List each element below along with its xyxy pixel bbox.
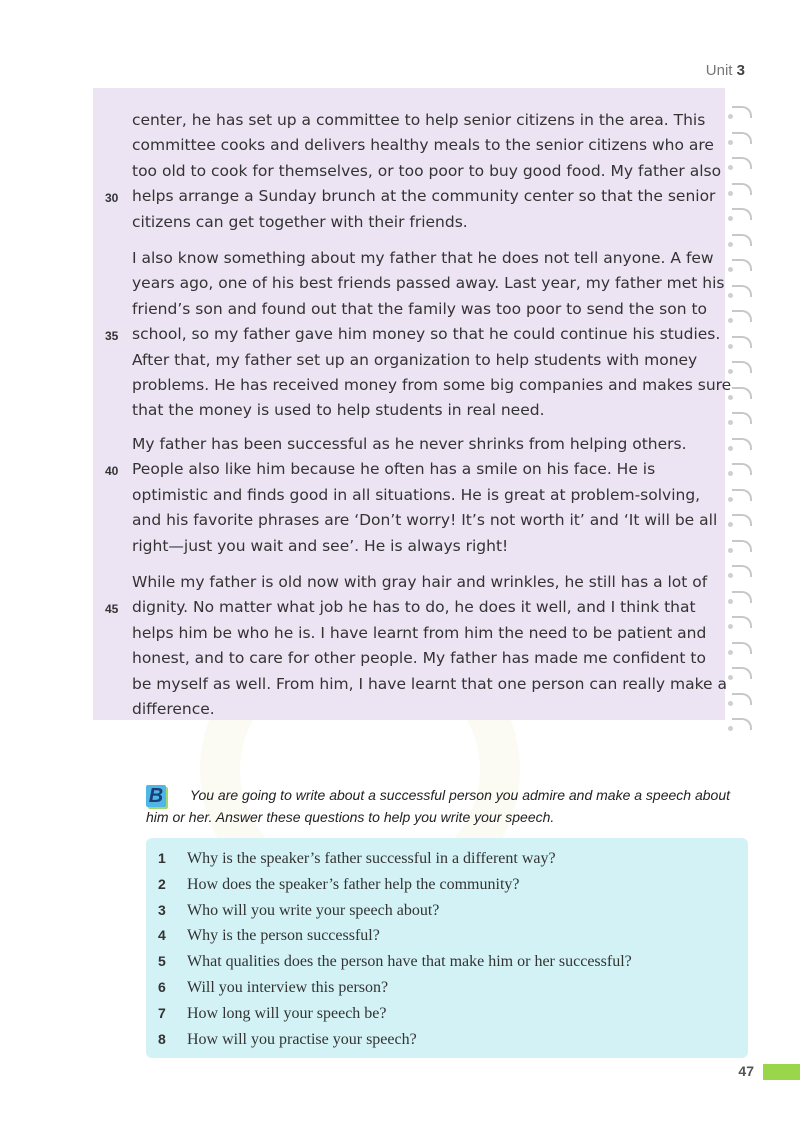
question-item xyxy=(146,949,748,975)
ring-binding xyxy=(732,591,752,603)
notebook-rings xyxy=(728,92,758,720)
ring-binding xyxy=(732,361,752,373)
text-line xyxy=(132,373,732,398)
line-number: 40 xyxy=(105,464,119,479)
line-text: and his favorite phrases are ‘Don’t worry! It’s not worth it’ and ‘It will be all xyxy=(132,511,718,530)
question-text: Who will you write your speech about? xyxy=(187,901,440,919)
text-line xyxy=(132,133,722,158)
unit-label-text: Unit xyxy=(705,62,733,79)
line-text: difference. xyxy=(132,700,215,719)
line-text: helps him be who he is. I have learnt from him the need to be patient and xyxy=(132,623,707,642)
text-line xyxy=(132,534,722,559)
ring-binding xyxy=(732,412,752,424)
question-item xyxy=(146,898,748,924)
text-line xyxy=(132,621,722,646)
question-text: How will you practise your speech? xyxy=(187,1030,417,1048)
ring-binding xyxy=(732,183,752,195)
question-number: 8 xyxy=(158,1030,166,1047)
line-text: honest, and to care for other people. My father has made me confident to xyxy=(132,649,706,668)
line-text: I also know something about my father that he does not tell anyone. A few xyxy=(132,249,714,267)
question-text: Will you interview this person? xyxy=(187,978,389,996)
questions-list xyxy=(146,838,748,1052)
page-accent-bar xyxy=(763,1064,800,1080)
text-line xyxy=(132,646,722,671)
line-text: People also like him because he often has a smile on his face. He is xyxy=(132,460,656,479)
questions-box xyxy=(146,838,748,1058)
ring-binding xyxy=(732,106,752,118)
section-b-header xyxy=(146,785,756,827)
line-text: friend’s son and found out that the family was too poor to send the son to xyxy=(132,299,708,318)
text-line xyxy=(132,297,722,322)
ring-binding xyxy=(732,693,752,705)
ring-binding xyxy=(732,234,752,246)
section-b-instruction xyxy=(146,785,756,827)
ring-binding xyxy=(732,310,752,322)
text-line xyxy=(132,246,722,271)
instruction-line-1: You are going to write about a successful person you admire and make a speech about xyxy=(189,787,731,803)
ring-binding xyxy=(732,285,752,297)
reading-paragraph xyxy=(105,432,722,559)
question-number: 2 xyxy=(158,875,166,892)
line-text: center, he has set up a committee to help senior citizens in the area. This xyxy=(132,111,706,129)
reading-paragraph xyxy=(105,108,722,235)
question-item xyxy=(146,975,748,1001)
page-number: 47 xyxy=(738,1063,754,1079)
question-item xyxy=(146,846,748,872)
question-text: What qualities does the person have that make him or her successful? xyxy=(187,953,632,971)
line-text: too old to cook for themselves, or too poor to buy good food. My father also xyxy=(132,161,722,180)
line-text: My father has been successful as he never shrinks from helping others. xyxy=(132,435,687,453)
question-number: 6 xyxy=(158,978,166,995)
line-text: After that, my father set up an organization to help students with money xyxy=(132,350,698,369)
text-line xyxy=(132,159,722,184)
line-text: helps arrange a Sunday brunch at the community center so that the senior xyxy=(132,187,716,206)
line-number: 35 xyxy=(105,329,119,344)
text-line xyxy=(132,432,722,457)
text-line xyxy=(132,697,722,722)
line-text: problems. He has received money from some big companies and makes sure xyxy=(132,376,732,395)
ring-binding xyxy=(732,157,752,169)
unit-label xyxy=(706,62,745,79)
line-text: committee cooks and delivers healthy meals to the senior citizens who are xyxy=(132,136,714,155)
ring-binding xyxy=(732,489,752,501)
line-number: 30 xyxy=(105,191,119,206)
question-text: How does the speaker’s father help the community? xyxy=(187,875,520,893)
section-b-badge: B xyxy=(146,785,166,807)
line-text: dignity. No matter what job he has to do, he does it well, and I think that xyxy=(132,598,696,617)
line-number: 45 xyxy=(105,602,119,617)
ring-binding xyxy=(732,565,752,577)
line-text: optimistic and finds good in all situations. He is great at problem-solving, xyxy=(132,485,701,504)
ring-binding xyxy=(732,642,752,654)
question-item xyxy=(146,1001,748,1027)
ring-binding xyxy=(732,336,752,348)
text-line xyxy=(132,108,722,133)
ring-binding xyxy=(732,540,752,552)
unit-number: 3 xyxy=(736,62,745,79)
ring-binding xyxy=(732,132,752,144)
ring-binding xyxy=(732,667,752,679)
question-text: Why is the speaker’s father successful in a different way? xyxy=(187,850,556,867)
ring-binding xyxy=(732,616,752,628)
instruction-line-2: him or her. Answer these questions to help you write your speech. xyxy=(146,809,555,825)
ring-binding xyxy=(732,463,752,475)
question-item xyxy=(146,872,748,898)
question-text: How long will your speech be? xyxy=(187,1004,387,1022)
text-line xyxy=(132,570,722,595)
text-line xyxy=(132,348,722,373)
line-text: years ago, one of his best friends passed away. Last year, my father met his xyxy=(132,274,725,293)
question-item xyxy=(146,1027,748,1053)
text-line xyxy=(132,398,722,423)
text-line xyxy=(132,483,722,508)
question-number: 5 xyxy=(158,953,166,970)
ring-binding xyxy=(732,514,752,526)
text-line xyxy=(105,457,722,482)
question-number: 4 xyxy=(158,927,166,944)
text-line xyxy=(105,184,722,209)
question-number: 3 xyxy=(158,901,166,918)
text-line xyxy=(132,672,727,697)
line-text: citizens can get together with their friends. xyxy=(132,212,468,231)
line-text: be myself as well. From him, I have learnt that one person can really make a xyxy=(132,674,727,693)
ring-binding xyxy=(732,718,752,730)
ring-binding xyxy=(732,387,752,399)
line-text: right—just you wait and see’. He is always right! xyxy=(132,536,509,555)
text-line xyxy=(105,595,722,620)
line-text: school, so my father gave him money so that he could continue his studies. xyxy=(132,325,721,344)
question-number: 1 xyxy=(158,850,166,866)
text-line xyxy=(132,271,725,296)
line-text: that the money is used to help students in real need. xyxy=(132,401,545,420)
question-number: 7 xyxy=(158,1004,166,1021)
ring-binding xyxy=(732,438,752,450)
text-line xyxy=(105,322,722,347)
question-item xyxy=(146,923,748,949)
ring-binding xyxy=(732,259,752,271)
reading-paragraph xyxy=(105,246,732,424)
ring-binding xyxy=(732,208,752,220)
text-line xyxy=(132,508,722,533)
line-text: While my father is old now with gray hair and wrinkles, he still has a lot of xyxy=(132,573,708,591)
text-line xyxy=(132,210,722,235)
question-text: Why is the person successful? xyxy=(187,927,380,945)
reading-paragraph xyxy=(105,570,727,722)
